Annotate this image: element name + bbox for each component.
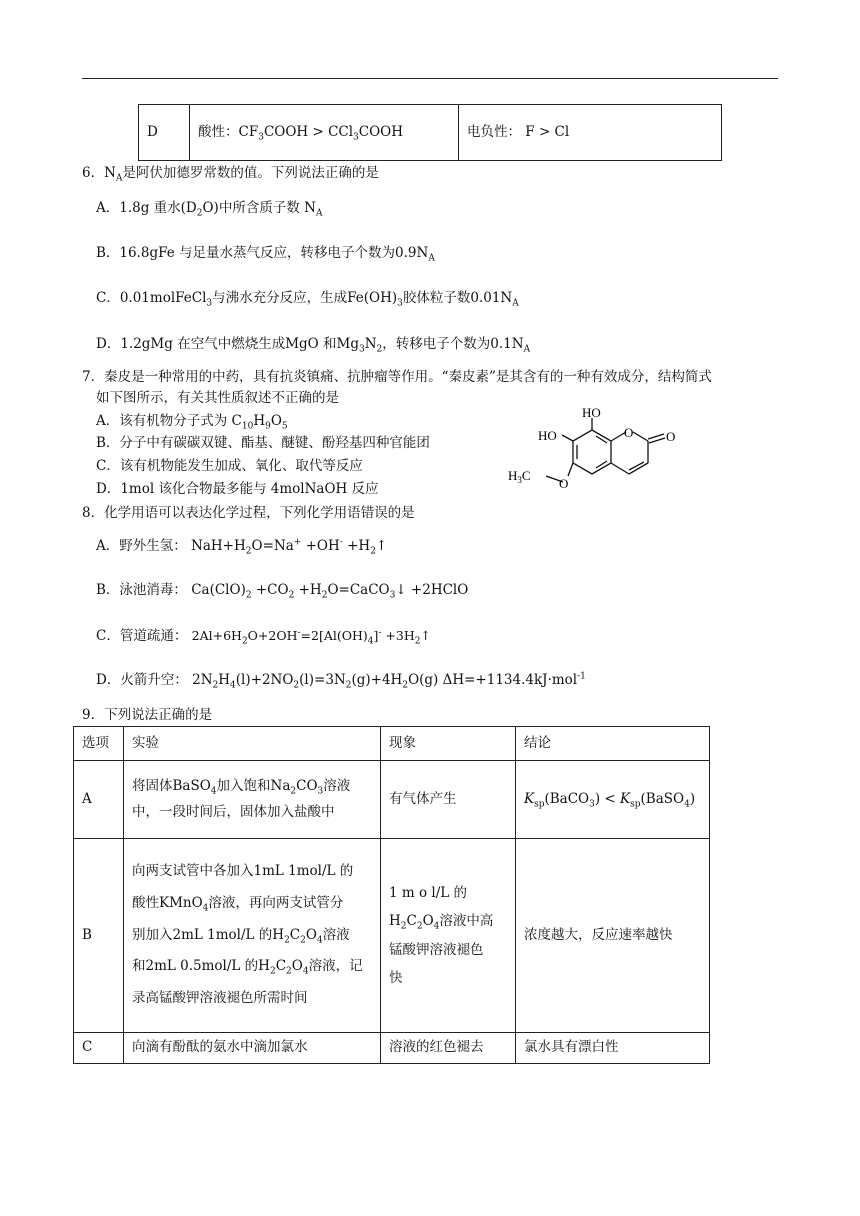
header-conclusion: 结论: [516, 727, 710, 761]
mol-o-carbonyl: O: [666, 429, 676, 444]
mol-ho-top: HO: [582, 406, 601, 420]
q7-stem-line2: 如下图所示，有关其性质叙述不正确的是: [96, 390, 339, 406]
q8-option-a: A．野外生氢： $NaH+H_2O=Na^+ +OH^-$ $+H_2↑$: [96, 537, 388, 557]
row-b-experiment: 向两支试管中各加入1mL 1mol/L 的 酸性KMnO$_4$溶液，再向两支试管分 别加入2mL 1mol/L 的$H_2C_2O_4$溶液 和2mL 0.5mol/L 的$H_2C_2O_4$溶液，记 录高锰酸钾溶液褪色所需时间: [124, 839, 381, 1033]
q7-stem-line1: 7．秦皮是一种常用的中药，具有抗炎镇痛、抗肿瘤等作用。“秦皮素”是其含有的一种有效成分，结构简式: [82, 369, 712, 385]
header-experiment: 实验: [124, 727, 381, 761]
table-row: [74, 839, 710, 1033]
row-a-experiment: 将固体BaSO$_4$加入饱和$Na_2CO_3$溶液 中，一段时间后，固体加入盐酸中: [124, 761, 381, 839]
row-b-option: B: [74, 839, 124, 1033]
q8-option-c: C．管道疏通： $2Al+6H_2O+2OH^-=2[Al(OH)_4]^-$ $+3H_2↑$: [96, 627, 431, 647]
table-cell: 电负性： F > Cl: [459, 105, 722, 161]
q9-table: [73, 726, 710, 1064]
header-phenomenon: 现象: [381, 727, 516, 761]
table-header-row: [74, 727, 710, 761]
q6-option-a: A．1.8g 重水$(D_2O)$中所含质子数 $N_A$: [96, 200, 323, 219]
q7-option-a: A．该有机物分子式为 $C_{10}H_9O_5$: [96, 413, 288, 432]
q9-stem: 9．下列说法正确的是: [82, 707, 213, 723]
table-row: [74, 1033, 710, 1064]
row-c-phenomenon: 溶液的红色褪去: [381, 1033, 516, 1064]
q8-stem: 8．化学用语可以表达化学过程，下列化学用语错误的是: [82, 505, 415, 521]
row-c-option: C: [74, 1033, 124, 1064]
header-option: 选项: [74, 727, 124, 761]
row-a-phenomenon: 有气体产生: [381, 761, 516, 839]
table-cell: D: [139, 105, 190, 161]
q7-option-c: C．该有机物能发生加成、氧化、取代等反应: [96, 458, 363, 474]
mol-o-ether: O: [559, 476, 569, 491]
header-rule: [82, 78, 778, 79]
table-row: [139, 105, 722, 161]
row-c-conclusion: 氯水具有漂白性: [516, 1033, 710, 1064]
row-b-conclusion: 浓度越大，反应速率越快: [516, 839, 710, 1033]
table-cell: 酸性：$CF_3COOH$ > CCl$_3$COOH: [190, 105, 459, 161]
mol-ch3: $H_3C$: [508, 468, 531, 485]
table-row: [74, 761, 710, 839]
q6-stem: 6．$N_A$是阿伏加德罗常数的值。下列说法正确的是: [82, 165, 379, 184]
q8-option-b: B．泳池消毒： $Ca(ClO)_2 +CO_2$ $+H_2O=CaCO_3↓$ +2HClO: [96, 582, 469, 601]
q6-option-d: D．1.2gMg 在空气中燃烧生成MgO 和$Mg_3N_2$，转移电子个数为$0.1N_A$: [96, 336, 531, 355]
row-a-conclusion: $K_{sp}(BaCO_3)$ < $K_{sp}(BaSO_4)$: [516, 761, 710, 839]
top-table: [138, 104, 722, 161]
molecule-structure: [508, 406, 688, 498]
q7-option-d: D．1mol 该化合物最多能与 4molNaOH 反应: [96, 481, 379, 497]
q8-option-d: D．火箭升空： $2N_2H_4(l)+2NO_2(l)=3N_2(g)+4H_2O(g)$ ΔH=+1134.4kJ·mol$^{-1}$: [96, 671, 586, 691]
q7-option-b: B．分子中有碳碳双键、酯基、醚键、酚羟基四种官能团: [96, 435, 430, 451]
mol-ho-left: HO: [538, 428, 557, 443]
row-c-experiment: 向滴有酚酞的氨水中滴加氯水: [124, 1033, 381, 1064]
row-b-phenomenon: 1 m o l/L 的 $H_2C_2O_4$溶液中高 锰酸钾溶液褪色 快: [381, 839, 516, 1033]
row-a-option: A: [74, 761, 124, 839]
q6-option-c: C．0.01molFeCl$_3$与沸水充分反应，生成$Fe(OH)_3$胶体粒子数$0.01N_A$: [96, 290, 519, 309]
mol-o-ring: O: [624, 425, 634, 440]
q6-option-b: B．16.8gFe 与足量水蒸气反应，转移电子个数为$0.9N_A$: [96, 245, 435, 264]
